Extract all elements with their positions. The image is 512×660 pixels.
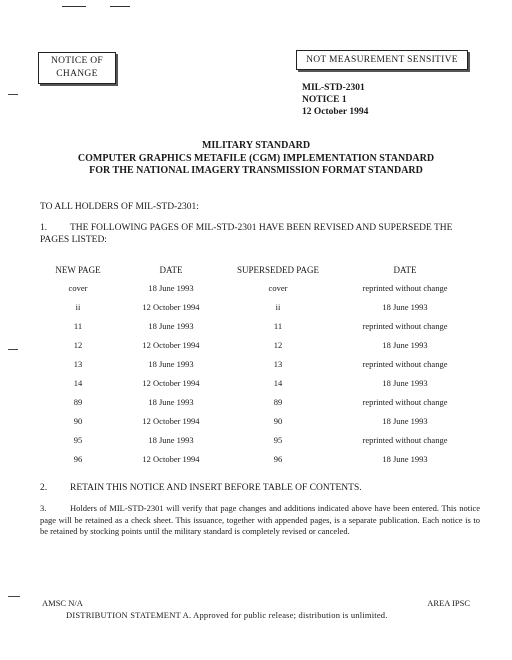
new-page-cell: 96 bbox=[73, 453, 83, 464]
scan-mark-top-right bbox=[110, 6, 130, 7]
paragraph-3-text: Holders of MIL-STD-2301 will verify that page changes and additions indicated above have been entered. This notice page will be retained as a check sheet. This issuance, together with appended pages, is a separate publication. Each notice is to be retained by stocking points until the military standard is completely revised or canceled. bbox=[40, 503, 480, 536]
paragraph-3 bbox=[40, 503, 480, 538]
superseded-date-cell: reprinted without change bbox=[362, 396, 448, 407]
superseded-page-cell: 12 bbox=[273, 339, 283, 350]
new-page-cell: 90 bbox=[73, 415, 83, 426]
new-page-cell: 95 bbox=[73, 434, 83, 445]
superseded-page-cell: 14 bbox=[273, 377, 283, 388]
column-header-date: DATE bbox=[159, 265, 183, 275]
title-line-3: FOR THE NATIONAL IMAGERY TRANSMISSION FORMAT STANDARD bbox=[89, 165, 423, 176]
paragraph-3-number: 3. bbox=[40, 503, 47, 513]
table-row bbox=[40, 392, 480, 411]
superseded-date-cell: reprinted without change bbox=[362, 320, 448, 331]
table-row bbox=[40, 430, 480, 449]
new-date-cell: 12 October 1994 bbox=[142, 415, 200, 426]
distribution-statement: DISTRIBUTION STATEMENT A. Approved for public release; distribution is unlimited. bbox=[66, 610, 388, 620]
new-page-cell: 13 bbox=[73, 358, 83, 369]
new-date-cell: 18 June 1993 bbox=[148, 320, 194, 331]
table-row bbox=[40, 411, 480, 430]
superseded-date-cell: reprinted without change bbox=[362, 358, 448, 369]
new-page-cell: ii bbox=[75, 301, 81, 312]
superseded-date-cell: reprinted without change bbox=[362, 434, 448, 445]
document-identifier bbox=[302, 82, 368, 118]
new-date-cell: 12 October 1994 bbox=[142, 377, 200, 388]
paragraph-1-text: THE FOLLOWING PAGES OF MIL-STD-2301 HAVE BEEN REVISED AND SUPERSEDE THE PAGES LISTED: bbox=[40, 223, 453, 245]
notice-number: NOTICE 1 bbox=[302, 95, 347, 105]
new-page-cell: 14 bbox=[73, 377, 83, 388]
table-row bbox=[40, 316, 480, 335]
table-row bbox=[40, 354, 480, 373]
paragraph-2 bbox=[40, 482, 362, 494]
title-line-2: COMPUTER GRAPHICS METAFILE (CGM) IMPLEMENTATION STANDARD bbox=[77, 152, 435, 164]
not-measurement-sensitive-box: NOT MEASUREMENT SENSITIVE bbox=[296, 50, 468, 70]
new-date-cell: 12 October 1994 bbox=[142, 453, 200, 464]
paragraph-2-number: 2. bbox=[40, 483, 48, 493]
punch-mark-3 bbox=[8, 596, 20, 597]
new-page-cell: cover bbox=[68, 282, 88, 293]
notice-box-line-1: NOTICE OF bbox=[50, 56, 104, 66]
new-date-cell: 18 June 1993 bbox=[148, 396, 194, 407]
punch-mark-2 bbox=[8, 349, 18, 350]
superseded-page-cell: ii bbox=[275, 301, 281, 312]
superseded-date-cell: reprinted without change bbox=[362, 282, 448, 293]
table-row bbox=[40, 373, 480, 392]
superseded-page-cell: 11 bbox=[273, 320, 283, 331]
notice-date: 12 October 1994 bbox=[302, 107, 369, 117]
paragraph-1-number: 1. bbox=[40, 223, 48, 233]
addressee-line: TO ALL HOLDERS OF MIL-STD-2301: bbox=[40, 202, 199, 212]
amsc-code: AMSC N/A bbox=[42, 598, 83, 608]
new-page-cell: 11 bbox=[73, 320, 83, 331]
page-change-table bbox=[40, 262, 480, 468]
document-title bbox=[0, 140, 512, 178]
superseded-date-cell: 18 June 1993 bbox=[382, 453, 428, 464]
new-date-cell: 18 June 1993 bbox=[148, 282, 194, 293]
superseded-date-cell: 18 June 1993 bbox=[382, 377, 428, 388]
column-header-new-page: NEW PAGE bbox=[55, 265, 101, 275]
superseded-page-cell: 89 bbox=[273, 396, 283, 407]
new-date-cell: 18 June 1993 bbox=[148, 434, 194, 445]
scan-mark-top-left bbox=[62, 6, 86, 7]
superseded-date-cell: 18 June 1993 bbox=[382, 301, 428, 312]
table-header-row bbox=[40, 262, 480, 278]
table-row bbox=[40, 278, 480, 297]
superseded-page-cell: 13 bbox=[273, 358, 283, 369]
paragraph-1 bbox=[40, 222, 480, 246]
superseded-page-cell: 96 bbox=[273, 453, 283, 464]
punch-mark-1 bbox=[8, 94, 18, 95]
doc-number: MIL-STD-2301 bbox=[302, 83, 365, 93]
new-date-cell: 12 October 1994 bbox=[142, 301, 200, 312]
title-line-1: MILITARY STANDARD bbox=[201, 140, 311, 151]
column-header-superseded-date: DATE bbox=[393, 265, 417, 275]
table-row bbox=[40, 335, 480, 354]
notice-box-line-2: CHANGE bbox=[56, 69, 98, 79]
superseded-page-cell: 90 bbox=[273, 415, 283, 426]
new-date-cell: 12 October 1994 bbox=[142, 339, 200, 350]
paragraph-2-text: RETAIN THIS NOTICE AND INSERT BEFORE TABLE OF CONTENTS. bbox=[70, 483, 362, 493]
new-page-cell: 12 bbox=[73, 339, 83, 350]
area-code: AREA IPSC bbox=[427, 598, 470, 608]
superseded-date-cell: 18 June 1993 bbox=[382, 339, 428, 350]
table-body bbox=[40, 278, 480, 468]
table-row bbox=[40, 449, 480, 468]
column-header-superseded-page: SUPERSEDED PAGE bbox=[237, 265, 319, 275]
new-date-cell: 18 June 1993 bbox=[148, 358, 194, 369]
superseded-page-cell: cover bbox=[268, 282, 288, 293]
new-page-cell: 89 bbox=[73, 396, 83, 407]
superseded-date-cell: 18 June 1993 bbox=[382, 415, 428, 426]
superseded-page-cell: 95 bbox=[273, 434, 283, 445]
table-row bbox=[40, 297, 480, 316]
notice-of-change-box bbox=[38, 52, 116, 84]
